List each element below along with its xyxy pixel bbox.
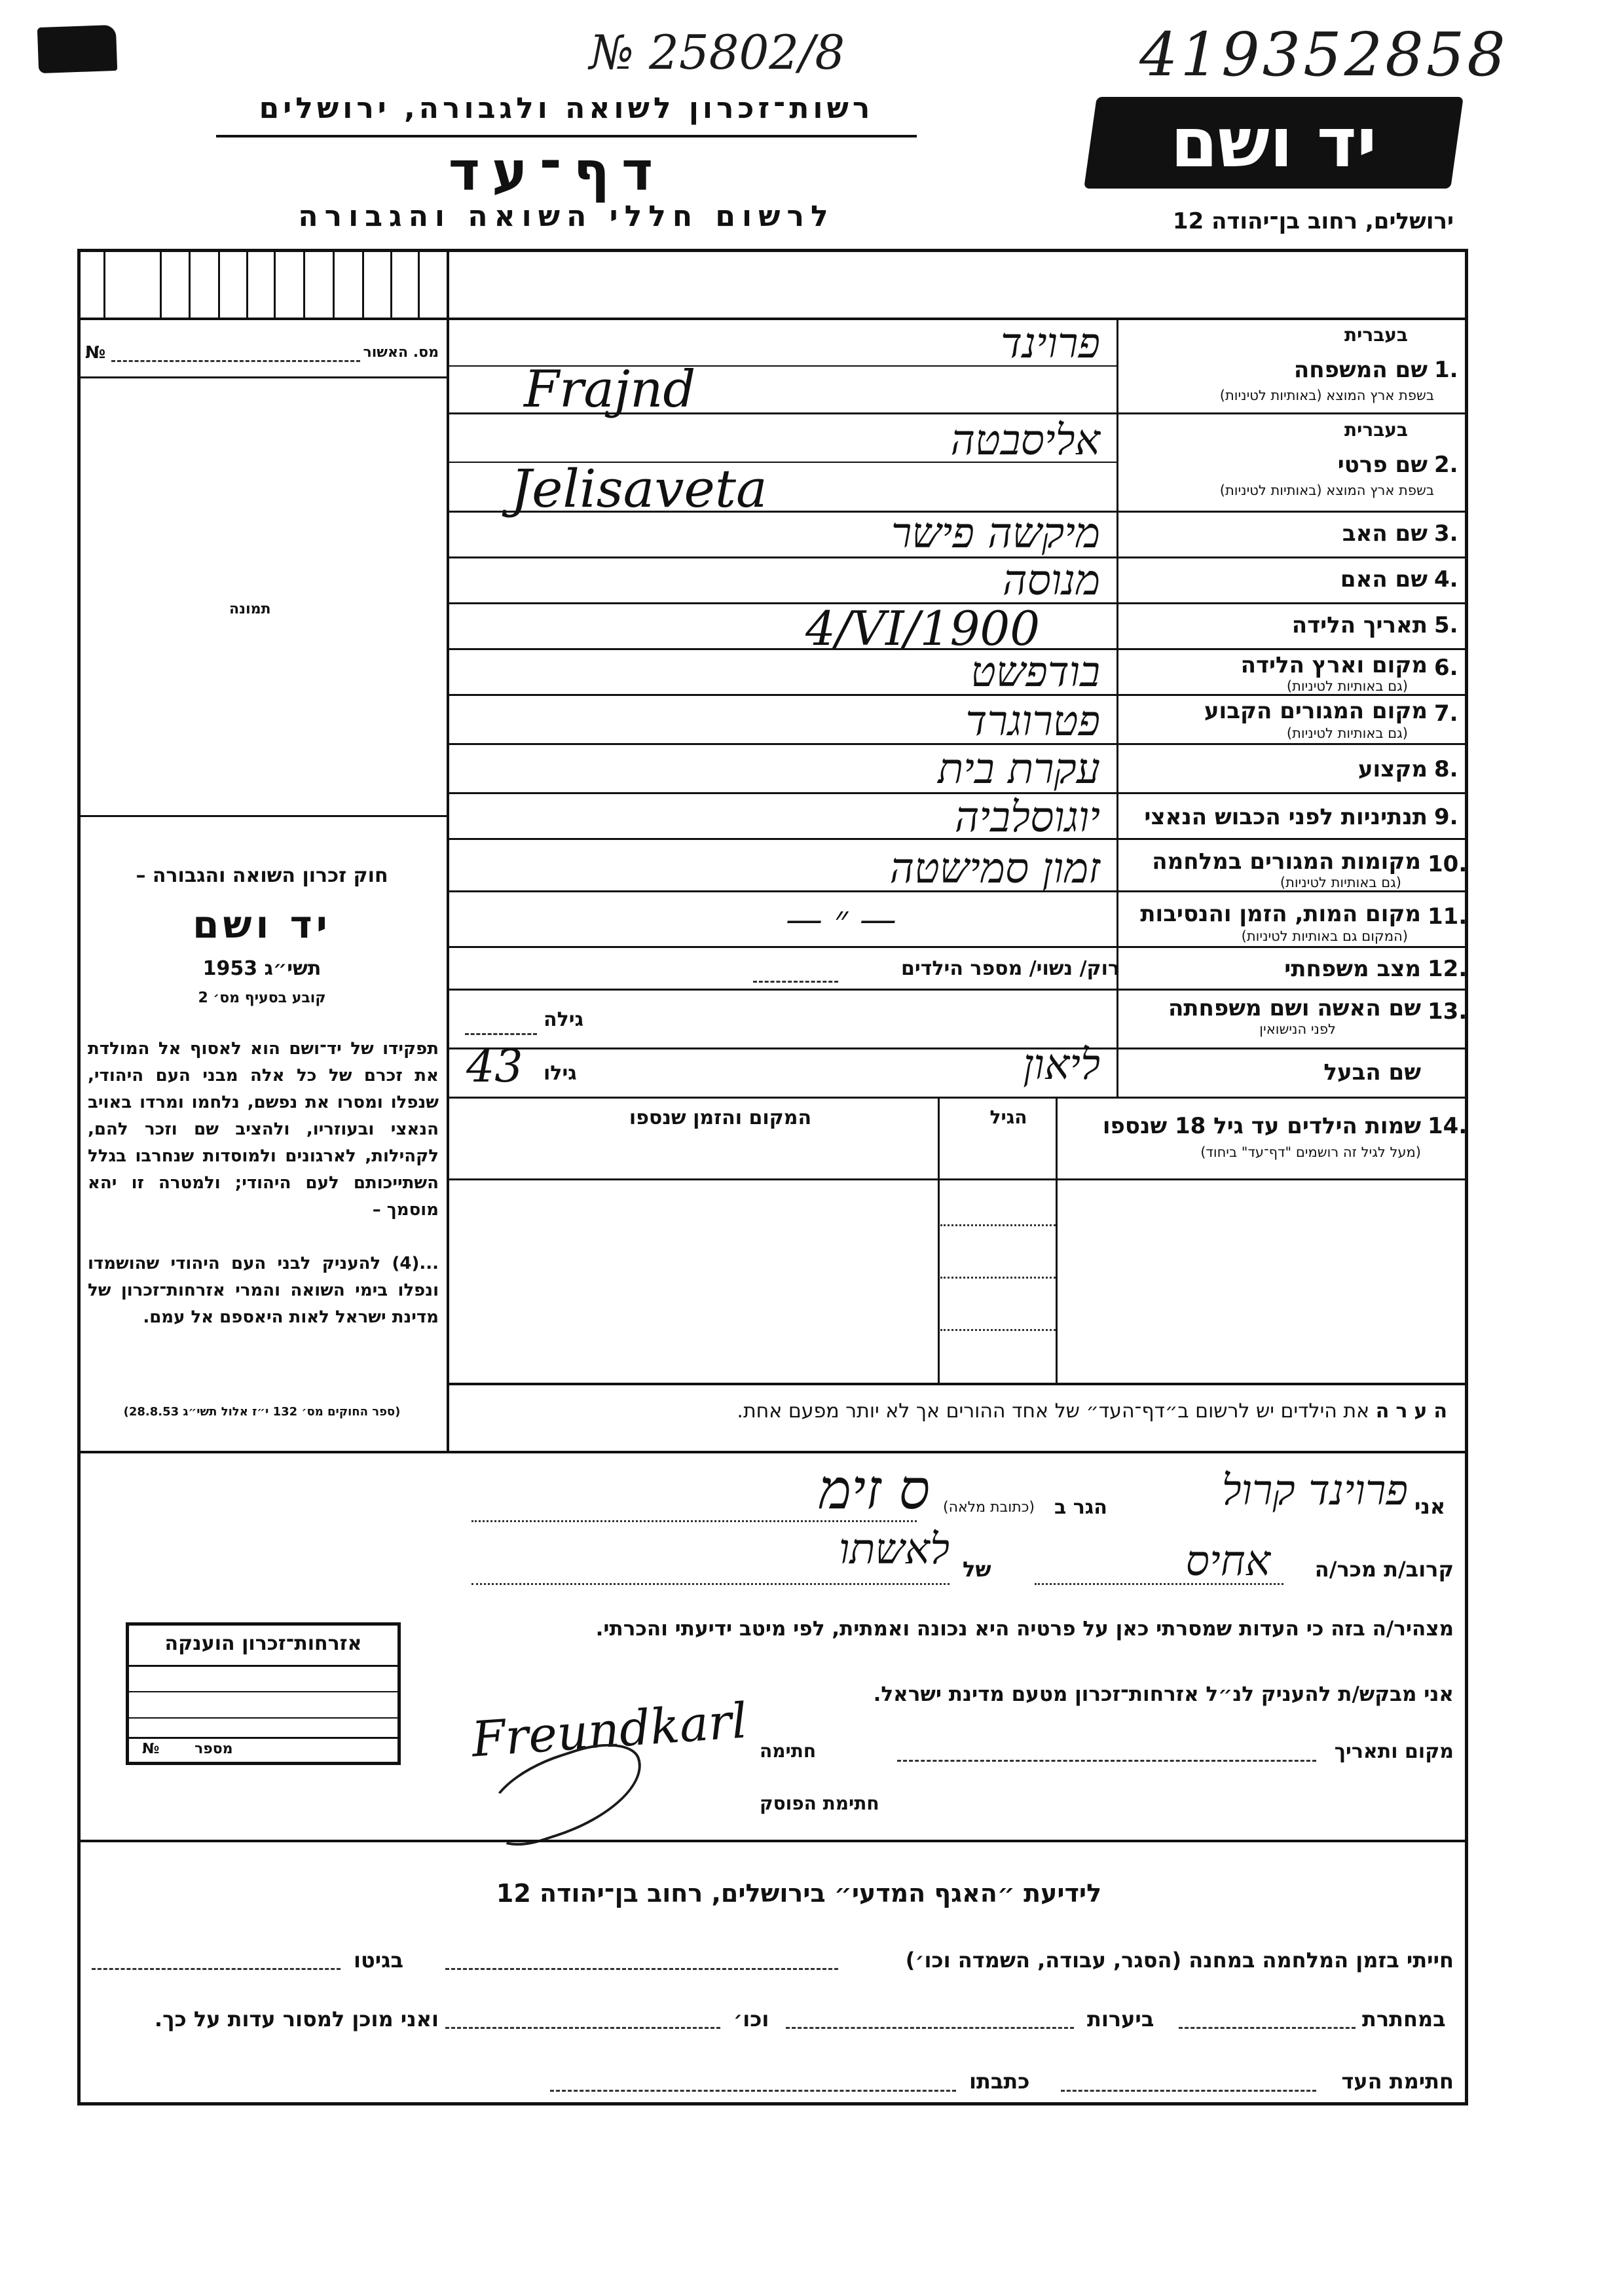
photo-box-top xyxy=(77,376,448,378)
field-12-num: 12. xyxy=(1428,956,1467,982)
field-7-value[interactable]: פטרוגרד xyxy=(965,697,1100,746)
field-2-value-latin[interactable]: Jelisaveta xyxy=(511,458,767,519)
place-date-line[interactable] xyxy=(897,1760,1316,1762)
footer-heading: לידיעת ״האגף המדעי״ בירושלים, רחוב בן־יהודה 12 xyxy=(496,1879,1102,1908)
photo-box-bottom xyxy=(77,815,448,817)
citizenship-no-sign: № xyxy=(142,1741,160,1757)
signature-label: חתימה xyxy=(760,1740,817,1762)
yad-vashem-logo xyxy=(1084,97,1464,189)
children-row-3[interactable] xyxy=(940,1329,1056,1331)
field-1-sub: בשפת ארץ המוצא (באותיות לטיניות) xyxy=(1219,388,1434,403)
top-left-blot xyxy=(37,25,117,73)
footer-line-1-field[interactable] xyxy=(445,1968,838,1970)
law-paragraph-2: ...(4) להעניק לבני העם היהודי שהושמדו ונפלו בימי השואה והמרי אזרחות־זכרון של מדינת ישראל לאות היאספם אל עמם. xyxy=(88,1254,439,1327)
footer-line-3-field-b[interactable] xyxy=(550,2090,956,2092)
law-logo: יד ושם xyxy=(193,902,331,947)
note-row xyxy=(458,1400,1454,1423)
permit-label: מס. האשור xyxy=(363,344,439,361)
field-7-num: 7. xyxy=(1434,701,1458,727)
citizenship-title: אזרחות־זכרון הוענקה xyxy=(164,1632,362,1655)
field-5-value[interactable]: 4/VI/1900 xyxy=(805,601,1040,656)
field-2-label: שם פרטי xyxy=(1337,452,1428,478)
field-3-value[interactable]: מיקשה פישר xyxy=(891,509,1100,558)
ruler-bottom xyxy=(77,318,1468,320)
of-label: של xyxy=(963,1557,991,1582)
field-13-sub: לפני הנישואין xyxy=(1259,1021,1336,1037)
field-1-note: בעברית xyxy=(1344,324,1408,346)
field-10-num: 10. xyxy=(1428,851,1467,877)
footer-line-2-field-b[interactable] xyxy=(786,2027,1074,2029)
field-2-note: בעברית xyxy=(1344,419,1408,441)
declarant-name[interactable]: פרוינד קרול xyxy=(1221,1467,1408,1515)
field-12-line[interactable] xyxy=(753,981,838,983)
field-7-sub: (גם באותיות לטיניות) xyxy=(1286,725,1408,741)
footer-line-2-etc: וכו׳ xyxy=(733,2007,769,2032)
resides-label: הגר ב xyxy=(1054,1496,1107,1519)
field-5-label: תאריך הלידה xyxy=(1291,612,1428,638)
note-label: הערה xyxy=(1375,1400,1454,1423)
field-4-num: 4. xyxy=(1434,566,1458,592)
photo-label: תמונה xyxy=(229,601,271,617)
of-value[interactable]: לאשתו xyxy=(838,1525,950,1574)
authority-line: רשות־זכרון לשואה ולגבורה, ירושלים xyxy=(259,92,874,125)
field-5-num: 5. xyxy=(1434,612,1458,638)
citizenship-number-label: מספר xyxy=(194,1741,233,1757)
file-number: № 25802/8 xyxy=(589,25,845,80)
field-1-num: 1. xyxy=(1434,357,1458,383)
field-13-num: 13. xyxy=(1428,998,1467,1025)
citizenship-box xyxy=(126,1622,401,1765)
footer-line-1-end: בגיטו xyxy=(354,1948,403,1973)
field-2-num: 2. xyxy=(1434,452,1458,478)
permit-row xyxy=(85,340,439,367)
form-subtitle: לרשום חללי השואה והגבורה xyxy=(298,200,835,233)
children-label: שמות הילדים עד גיל 18 שנספו xyxy=(1102,1113,1421,1139)
field-4-value[interactable]: מנוסה xyxy=(1002,556,1100,605)
field-13-label: שם האשה ושם משפחתה xyxy=(1168,995,1421,1021)
law-clause: קובע בסעיף מס׳ 2 xyxy=(198,990,326,1006)
field-10-sub: (גם באותיות לטיניות) xyxy=(1280,875,1401,890)
children-sub: (מעל לגיל זה רושמים "דף־עד" ביחוד) xyxy=(1200,1144,1421,1160)
field-9-num: 9. xyxy=(1434,804,1458,830)
field-6-sub: (גם באותיות לטיניות) xyxy=(1286,678,1408,694)
law-paragraph-1: תפקידו של יד־ושם הוא לאסוף אל המולדת את זכרם של כל אלה מבני העם היהודי, שנפלו ומסרו את נפשם, נלחמו ומרדו באויב הנאצי ובעוזריו, ולהציב שם וזכר להם, לקהילות, לארגונים ולמוסדות שנחרבו בגלל השתייכותם לעם היהודי; ולמטרה זו יהא מוסמך – xyxy=(88,1039,439,1220)
field-1-value-latin[interactable]: Frajnd xyxy=(524,360,696,419)
note-text: את הילדים יש לרשום ב״דף־העד״ של אחד ההורים אך לא יותר מפעם אחת. xyxy=(737,1400,1370,1423)
field-6-value[interactable]: בודפשט xyxy=(970,648,1100,697)
field-13-age-line[interactable] xyxy=(465,1033,537,1035)
footer-line-3-label: חתימת העד xyxy=(1341,2069,1454,2094)
footer-line-3-mid: כתבתו xyxy=(969,2069,1030,2094)
children-col-age: הגיל xyxy=(989,1106,1027,1128)
left-panel-divider xyxy=(447,249,449,1453)
address-note: (כתובת מלאה) xyxy=(943,1499,1035,1516)
husband-value[interactable]: ליאון xyxy=(1023,1041,1100,1089)
authority-underline xyxy=(216,135,917,137)
field-8-num: 8. xyxy=(1434,756,1458,782)
footer-line-2-field-a[interactable] xyxy=(1179,2027,1356,2029)
children-row-1[interactable] xyxy=(940,1224,1056,1226)
field-2-sub: בשפת ארץ המוצא (באותיות לטיניות) xyxy=(1219,483,1434,498)
field-12-label: מצב משפחתי xyxy=(1284,956,1421,982)
permit-no-sign: № xyxy=(85,343,106,363)
logo-text: יד ושם xyxy=(1170,103,1377,183)
footer-line-1-label: חייתי בזמן המלחמה במחנה (הסגר, עבודה, השמדה וכו׳) xyxy=(905,1948,1454,1973)
law-source: (ספר החוקים מס׳ 132 י״ז אלול תשי״ג 28.8.53) xyxy=(123,1405,401,1419)
declaration-1: מצהיר/ה בזה כי העדות שמסרתי כאן על פרטיה היא נכונה ואמתית, לפי מיטב ידיעתי והכרתי. xyxy=(595,1617,1454,1641)
field-10-value[interactable]: זמון סמישטה xyxy=(889,845,1100,893)
children-col-place: המקום והזמן שנספו xyxy=(629,1106,812,1129)
husband-age-value[interactable]: 43 xyxy=(466,1041,523,1093)
field-3-num: 3. xyxy=(1434,520,1458,547)
declarant-address[interactable]: ס זימ xyxy=(819,1457,930,1522)
place-date-label: מקום ותאריך xyxy=(1334,1740,1454,1763)
field-6-num: 6. xyxy=(1434,655,1458,681)
archive-number: 419352858 xyxy=(1139,20,1508,90)
footer-line-2-field-c[interactable] xyxy=(445,2027,720,2029)
field-10-label: מקומות המגורים במלחמה xyxy=(1152,848,1421,875)
address: ירושלים, רחוב בן־יהודה 12 xyxy=(1172,208,1454,234)
form-title: דף־עד xyxy=(448,141,665,203)
field-2-value-hebrew[interactable]: אליסבטה xyxy=(950,416,1100,465)
declaration-2: אני מבקש/ת להעניק לנ״ל אזרחות־זכרון מטעם מדינת ישראל. xyxy=(873,1683,1454,1706)
field-11-value[interactable]: — ״ — xyxy=(786,898,896,941)
field-3-label: שם האב xyxy=(1342,520,1428,547)
law-title: חוק זכרון השואה והגבורה – xyxy=(136,864,388,887)
ruler-strip xyxy=(77,249,448,319)
law-year: תשי״ג 1953 xyxy=(202,957,322,980)
declarant-signature[interactable]: Freundkarl xyxy=(470,1692,749,1768)
children-row-2[interactable] xyxy=(940,1277,1056,1279)
field-8-value[interactable]: עקרת בית xyxy=(938,745,1100,793)
footer-line-2-end: ואני מוכן למסור עדות על כך. xyxy=(154,2007,439,2032)
relation-value[interactable]: אחיס xyxy=(1185,1537,1270,1586)
footer-line-3-field-a[interactable] xyxy=(1061,2090,1316,2092)
field-6-label: מקום וארץ הלידה xyxy=(1240,652,1428,678)
field-1-value-hebrew[interactable]: פרוינד xyxy=(1001,319,1100,368)
field-8-label: מקצוע xyxy=(1357,756,1428,782)
footer-line-2-label: במחתרת xyxy=(1362,2007,1446,2032)
field-12-inline: רוק/ נשוי/ מספר הילדים xyxy=(900,957,1120,980)
declarant-i-label: אני xyxy=(1414,1494,1446,1519)
field-11-label: מקום המות, הזמן והנסיבות xyxy=(1140,901,1421,927)
field-13-age-label: גילה xyxy=(544,1008,583,1031)
field-7-label: מקום המגורים הקבוע xyxy=(1204,698,1428,724)
husband-label: שם הבעל xyxy=(1323,1059,1421,1085)
field-9-value[interactable]: יוגוסלביה xyxy=(954,793,1100,842)
husband-age-label: גילו xyxy=(544,1062,577,1085)
children-num: 14. xyxy=(1428,1113,1467,1139)
field-9-label: תנתיניות לפני הכבוש הנאצי xyxy=(1144,804,1428,830)
field-11-sub: (המקום גם באותיות לטיניות) xyxy=(1241,928,1408,944)
field-1-label: שם המשפחה xyxy=(1293,357,1428,383)
field-11-num: 11. xyxy=(1428,903,1467,930)
field-4-label: שם האם xyxy=(1340,566,1428,592)
relative-label: קרוב/ת מכר/ה xyxy=(1314,1557,1454,1582)
footer-line-2-mid: ביערות xyxy=(1087,2007,1154,2032)
officer-label: חתימת הפוסק xyxy=(760,1793,879,1814)
